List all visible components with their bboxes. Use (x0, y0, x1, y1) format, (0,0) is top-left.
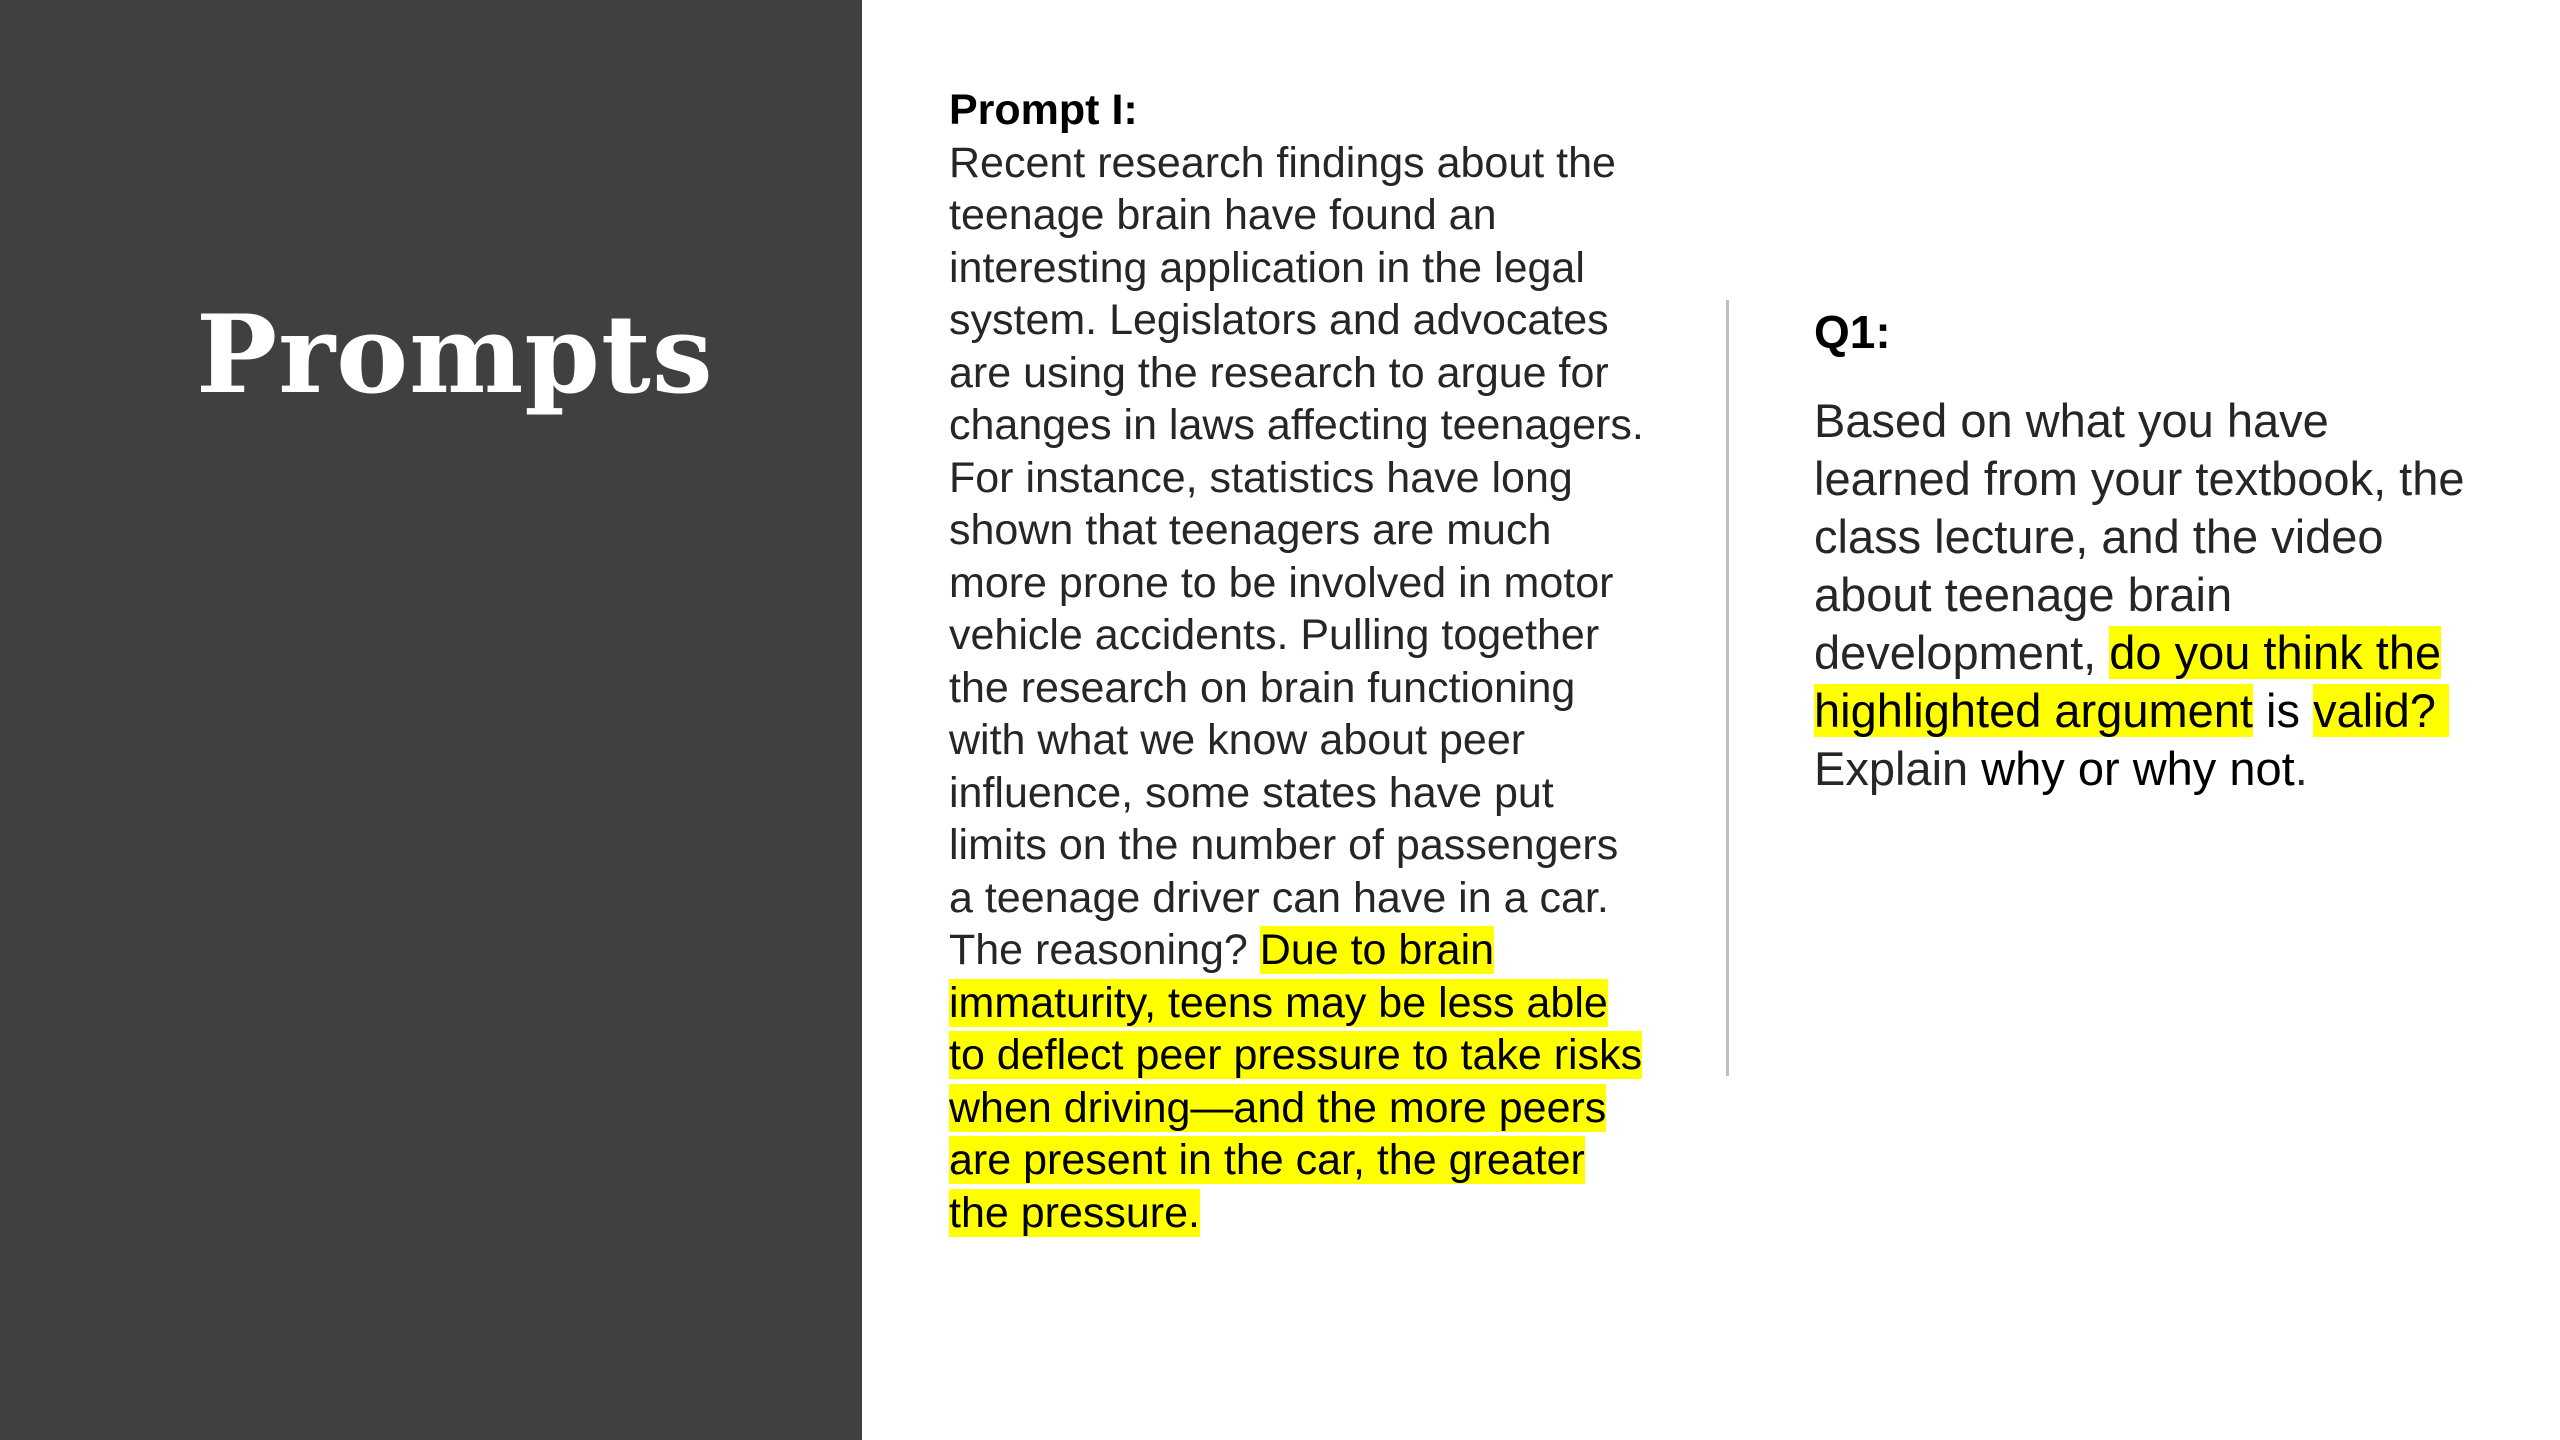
question-text-explain: Explain (1814, 742, 1969, 795)
prompt-body (949, 137, 1649, 1240)
slide-title: Prompts (196, 292, 714, 418)
question-text-why: why or why not (1981, 742, 2295, 795)
question-period: . (2294, 742, 2308, 795)
prompt-highlighted-argument: Due to brain immaturity, teens may be less able to deflect peer pressure to take risks when driving—and the more peers are present in the car, the greater the pressure. (949, 926, 1643, 1237)
question-heading: Q1: (1814, 306, 1891, 358)
question-mark: ? (2409, 684, 2436, 737)
question-highlighted-valid: valid (2313, 684, 2410, 737)
column-divider (1726, 300, 1729, 1076)
question-column (1814, 300, 2474, 798)
question-highlighted-phrase: do you think the highlighted argument (1814, 626, 2442, 737)
question-highlight-trailing-space (2436, 684, 2449, 737)
side-panel (0, 0, 862, 1440)
prompt-body-text: Recent research findings about the teenage brain have found an interesting application in the legal system. Legislators and advocates are using the research to argue for changes in laws affecting teenagers. For instance, statistics have long shown that teenagers are much more prone to be involved in motor vehicle accidents. Pulling together the research on brain functioning with what we know about peer influence, some states have put limits on the number of passengers a teenage driver can have in a car. The reasoning? (949, 138, 1644, 974)
prompt-column (949, 84, 1649, 1239)
question-text-intro: Based on what you have learned from your textbook, the class lecture, and the video about teenage brain development, (1814, 394, 2465, 679)
prompt-heading: Prompt I: (949, 86, 1138, 134)
question-body (1814, 392, 2474, 798)
question-text-is: is (2266, 684, 2300, 737)
